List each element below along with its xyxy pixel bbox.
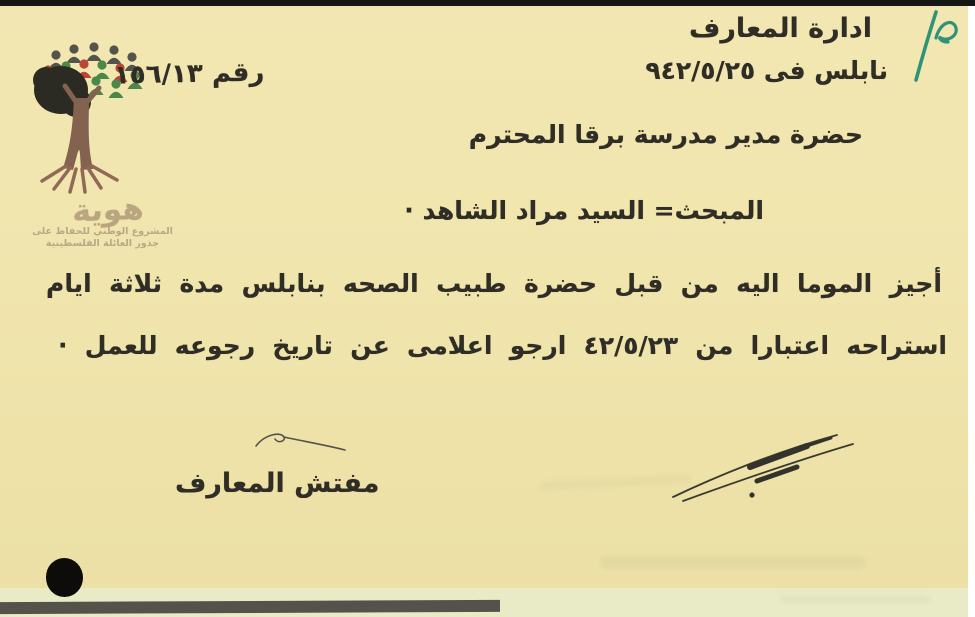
signature-title: مفتش المعارف [175, 468, 380, 499]
watermark-wordmark: هوية [71, 190, 146, 230]
pen-flourish-icon [250, 429, 350, 457]
watermark-subtitle-1: المشروع الوطني للحفاظ على [32, 226, 173, 237]
hole-punch-dot [46, 558, 83, 597]
body-text-line-2: استراحه اعتبارا من ٤٢/٥/٢٣ ارجو اعلامى عن تاريخ رجوعه للعمل · [58, 331, 947, 360]
letterhead-organization: ادارة المعارف [688, 13, 872, 44]
bleed-through-smudge [600, 555, 865, 569]
subject-line: المبحث= السيد مراد الشاهد · [404, 196, 764, 225]
body-text-line-1: أجيز الموما اليه من قبل حضرة طبيب الصحه بنابلس مدة ثلاثة ايام [46, 269, 942, 298]
letterhead-reference-number: رقم ١٥٦/١٣ [113, 57, 265, 91]
scan-top-edge [0, 0, 975, 6]
scan-bottom-shadow [0, 600, 500, 614]
recipient-line: حضرة مدير مدرسة برقا المحترم [468, 120, 863, 149]
bleed-through-smudge [780, 595, 930, 603]
watermark-subtitle-2: جذور العائلة الفلسطينية [45, 238, 160, 249]
handwritten-signature-icon [655, 427, 880, 509]
green-ink-numeral-mark-icon [890, 6, 962, 84]
letterhead-place-date: نابلس فى ٩٤٢/٥/٢٥ [645, 56, 888, 85]
